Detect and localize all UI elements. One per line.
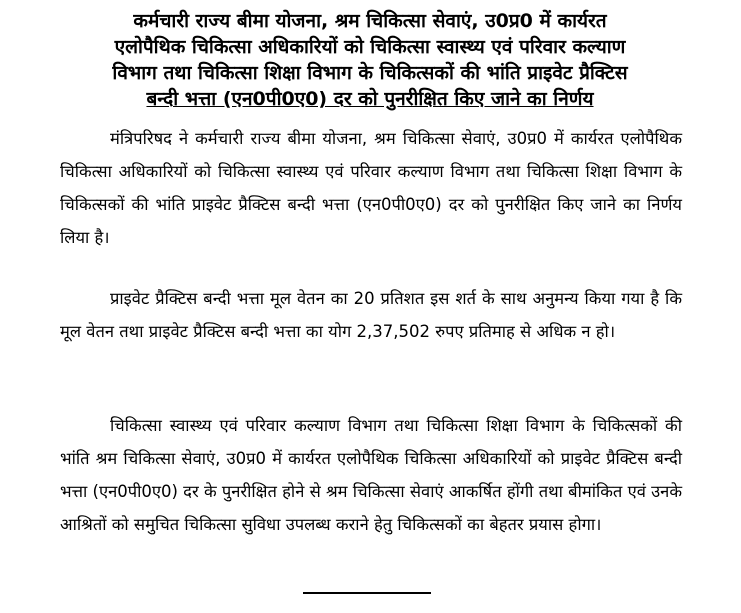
title-line-2: एलोपैथिक चिकित्सा अधिकारियों को चिकित्सा स्वास्थ्य एवं परिवार कल्याण bbox=[114, 36, 626, 58]
paragraph-cabinet-decision: मंत्रिपरिषद ने कर्मचारी राज्य बीमा योजना, श्रम चिकित्सा सेवाएं, उ0प्र0 में कार्यरत एलोपैथिक चिकित्सा अधिकारियों को चिकित्सा स्वास्थ्य एवं परिवार कल्याण विभाग तथा चिकित्सा शिक्षा विभाग के चिकित्सकों की भांति प्राइवेट प्रैक्टिस बन्दी भत्ता (एन0पी0ए0) दर को पुनरीक्षित किए जाने का निर्णय लिया है। bbox=[60, 129, 682, 247]
document-title bbox=[60, 8, 680, 112]
paragraph-allowance-condition: प्राइवेट प्रैक्टिस बन्दी भत्ता मूल वेतन का 20 प्रतिशत इस शर्त के साथ अनुमन्य किया गया है कि मूल वेतन तथा प्राइवेट प्रैक्टिस बन्दी भत्ता का योग 2,37,502 रुपए प्रतिमाह से अधिक न हो। bbox=[60, 289, 682, 341]
end-divider-line bbox=[303, 592, 431, 594]
paragraph-expected-benefit: चिकित्सा स्वास्थ्य एवं परिवार कल्याण विभाग तथा चिकित्सा शिक्षा विभाग के चिकित्सकों की भांति श्रम चिकित्सा सेवाएं, उ0प्र0 में कार्यरत एलोपैथिक चिकित्सा अधिकारियों को प्राइवेट प्रैक्टिस बन्दी भत्ता (एन0पी0ए0) दर के पुनरीक्षित होने से श्रम चिकित्सा सेवाएं आकर्षित होंगी तथा बीमांकित एवं उनके आश्रितों को समुचित चिकित्सा सुविधा उपलब्ध कराने हेतु चिकित्सकों का बेहतर प्रयास होगा। bbox=[60, 416, 683, 534]
title-line-1: कर्मचारी राज्य बीमा योजना, श्रम चिकित्सा सेवाएं, उ0प्र0 में कार्यरत bbox=[133, 10, 607, 32]
title-line-3: विभाग तथा चिकित्सा शिक्षा विभाग के चिकित्सकों की भांति प्राइवेट प्रैक्टिस bbox=[112, 62, 628, 84]
title-line-4: बन्दी भत्ता (एन0पी0ए0) दर को पुनरीक्षित किए जाने का निर्णय bbox=[146, 88, 594, 110]
